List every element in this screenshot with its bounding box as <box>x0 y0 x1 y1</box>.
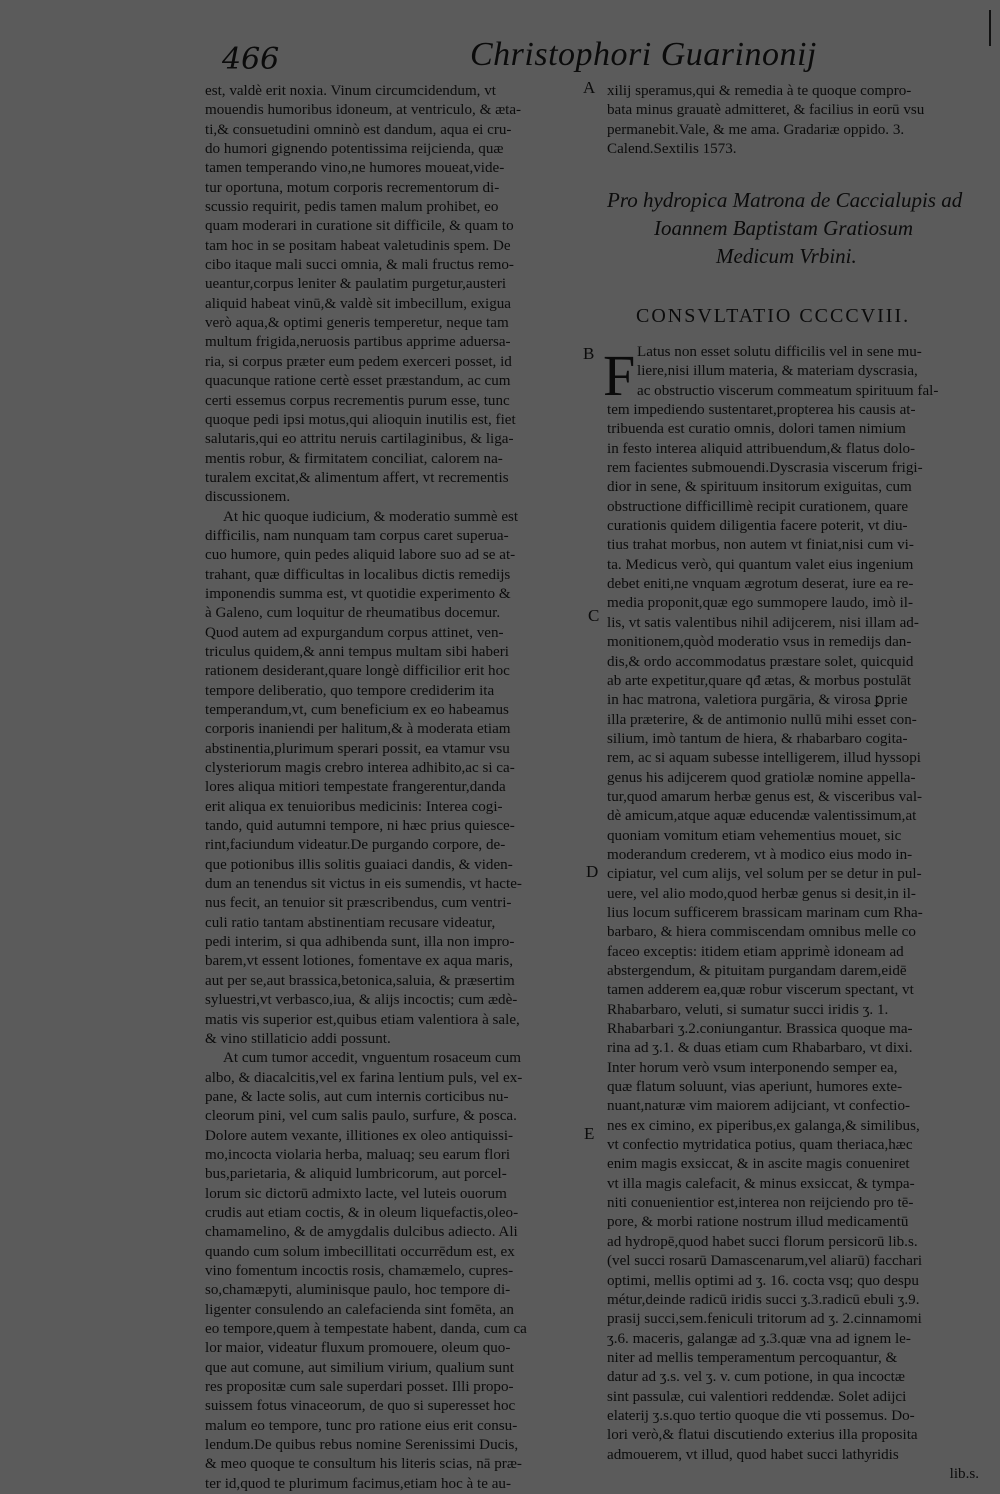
text-line: tam hoc in se positam habeat valetudinis spem. De <box>205 237 511 254</box>
text-line: clysteriorum magis crebro interea adhibito,ac si ca- <box>205 760 515 777</box>
text-line: niter ad mellis temperamentum percoquantur, & <box>607 1349 898 1366</box>
text-line: lius locum sufficerem brassicam marinam cum Rha- <box>607 904 923 921</box>
text-line: syluestri,vt verbasco,iua, & alijs incoctis; cum ædè- <box>205 992 518 1009</box>
text-line: est, valdè erit noxia. Vinum circumcidendum, vt <box>205 83 496 99</box>
text-line: vt illa magis calefacit, & minus exsiccat, & tympa- <box>607 1175 915 1192</box>
edge-rule <box>989 10 991 46</box>
text-line: in festo interea aliquid attribuendum,& flatus dolo- <box>607 440 916 457</box>
margin-marker-d: D <box>586 862 599 881</box>
text-line: nuant,naturæ vim maiorem adijciant, vt confectio- <box>607 1098 911 1115</box>
text-line: Quod autem ad expurgandum corpus attinet, ven- <box>205 624 504 641</box>
text-line: imponendis summa est, vt quotidie experimento & <box>205 585 511 602</box>
text-line: tempore deliberatio, quo tempore crediderim ita <box>205 682 495 699</box>
text-line: ligenter consulendo an calefacienda sint fomēta, an <box>205 1301 514 1318</box>
text-line: vt confectio mytridatica potius, quam theriaca,hæc <box>607 1137 913 1154</box>
text-line: salutaris,qui eo attritu neruis cartilaginibus, & liga- <box>205 431 514 448</box>
text-line: lib.s. <box>949 1465 979 1482</box>
text-line: dior in sene, & spirituum insitorum exiguitas, cum <box>607 479 912 496</box>
text-line: matis vis superior est,quibus etiam valentiora à sale, <box>205 1011 520 1028</box>
text-line: in hac matrona, valetiora purgāria, & virosa ꝑprie <box>607 692 908 709</box>
text-line: quoniam vomitum etiam vehementius mouet, sic <box>607 827 902 844</box>
text-line: erit aliqua ex tenuioribus medicinis: Interea cogi- <box>205 798 503 815</box>
text-line: xilij speramus,qui & remedia à te quoque compro- <box>607 83 912 99</box>
text-line: mentis robur, & firmitatem conciliat, calorem na- <box>205 450 503 467</box>
text-line: barbaro, & hiera commiscendam omnibus melle co <box>607 924 916 941</box>
text-line: aut per se,aut brassica,betonica,saluia, & præsertim <box>205 972 515 989</box>
text-line: pedi interim, si qua adhibenda sunt, illa non impro- <box>205 934 515 951</box>
text-line: certi essemus corpus recrementis purum esse, tunc <box>205 392 510 409</box>
text-line: At hic quoque iudicium, & moderatio summè est <box>223 508 519 525</box>
text-line: datur ad ʒ.s. vel ʒ. v. cum potione, in qua incoctæ <box>607 1369 905 1386</box>
text-line: silium, imò tantum de hiera, & rhabarbaro cogita- <box>607 730 908 747</box>
text-line: permanebit.Vale, & me ama. Gradariæ oppido. 3. <box>607 121 905 138</box>
text-line: monitionem,quòd moderatio vsus in remedijs dan- <box>607 634 912 651</box>
text-line: cipiatur, vel cum alijs, vel solum per se detur in pul- <box>607 866 922 883</box>
text-line: lorum sic dictorū admixto lacte, vel luteis ouorum <box>205 1185 507 1202</box>
text-line: rem facientes submouendi.Dyscrasia viscerum frigi- <box>607 460 923 477</box>
text-line: tamen adderem ea,quæ robur viscerum spectant, vt <box>607 982 914 999</box>
text-line: Inter horum verò vsum interponendo semper ea, <box>607 1059 898 1076</box>
text-line: genus his adijcerem quod gratiolæ nomine appella- <box>607 769 916 786</box>
consultation-title-line: Medicum Vrbini. <box>716 244 857 268</box>
text-line: lor maior, videatur fluxum promouere, oleum quo- <box>205 1340 511 1357</box>
text-line: Calend.Sextilis 1573. <box>607 141 737 158</box>
text-line: cuo humore, quin pedes aliquid labore suo ad se at- <box>205 547 516 564</box>
text-line: verò aqua,& optimi generis temperetur, neque tam <box>205 315 509 332</box>
consultation-title-line: Ioannem Baptistam Gratiosum <box>654 216 913 240</box>
running-head: Christophori Guarinonij <box>470 36 817 73</box>
text-line: ad hydropē,quod habet succi florum persicorū lib.s. <box>607 1233 918 1250</box>
left-text-column <box>205 82 577 1494</box>
text-line: tur oportuna, motum corporis recrementorum di- <box>205 179 500 196</box>
text-line: difficilis, nam nunquam tam corpus caret superua- <box>205 527 509 544</box>
text-line: rem, ac si aquam subesse intelligerem, illud hyssopi <box>607 750 921 767</box>
margin-marker-e: E <box>584 1124 595 1143</box>
text-line: crudis aut etiam coctis, & in oleum liquefactis,oleo- <box>205 1204 519 1221</box>
consultation-body <box>607 343 979 1484</box>
margin-marker-b: B <box>583 344 595 363</box>
text-line: chamamelino, & de amygdalis dulcibus adiecto. Ali <box>205 1224 518 1241</box>
text-line: abstinentia,plurimum sperari possit, ea vtamur vsu <box>205 740 510 757</box>
text-line: tribuenda est curatio omnis, dolori tamen nimium <box>607 421 906 438</box>
text-line: nes ex cimino, ex piperibus,ex galanga,& similibus, <box>607 1117 920 1134</box>
text-line: uere, vel alio modo,quod herbæ genus si desit,in il- <box>607 885 916 902</box>
text-line: eo tempore,quem à tempestate habent, danda, cum ca <box>205 1321 527 1337</box>
text-line: illa præterire, & de antimonio nullū mihi esset con- <box>607 711 917 728</box>
text-line: niti conuenientior est,interea non reijciendo pro tē- <box>607 1195 914 1212</box>
text-line: elaterij ʒ.s.quo tertio quoque die vti possemus. Do- <box>607 1407 915 1424</box>
text-line: barem,vt essent lotiones, fomentave ex aqua maris, <box>205 953 514 970</box>
text-line: media proponit,quæ ego summopere laudo, imò il- <box>607 595 914 612</box>
text-line: trahant, quæ difficultas in localibus dictis remedijs <box>205 566 511 583</box>
text-line: rint,faciundum videatur.De purgando corpore, de- <box>205 837 506 854</box>
text-line: Rhabarbaro, veluti, si sumatur succi iridis ʒ. 1. <box>607 1001 889 1018</box>
text-line: rationem desiderant,quare longè difficilior erit hoc <box>205 663 510 680</box>
text-line: quacunque ratione certè esset præstandum, ac cum <box>205 373 511 390</box>
text-line: multum frigida,neruosis partibus apprime aduersa- <box>205 334 511 351</box>
text-line: scussio requirit, pedis tamen malum prohibet, eo <box>205 199 499 216</box>
text-line: métur,deinde radicū iridis succi ʒ.3.radicū ebuli ʒ.9. <box>607 1291 920 1308</box>
text-line: ta. Medicus verò, qui quantum valet eius ingenium <box>607 556 914 573</box>
text-line: quam moderari in curatione sit difficile, & quam to <box>205 218 514 235</box>
text-line: dè amicum,atque aquæ educendæ valentissimum,at <box>607 808 917 825</box>
text-line: tando, quid autumni tempore, ni hæc prius quiesce- <box>205 818 515 835</box>
drop-cap: F <box>603 343 636 408</box>
text-line: malum eo tempore, tunc pro ratione eius erit consu- <box>205 1417 518 1434</box>
text-line: quæ flatum soluunt, vias aperiunt, humores exte- <box>607 1079 903 1096</box>
text-line: prasij succi,sem.feniculi tritorum ad ʒ. 2.cinnamomi <box>607 1311 922 1328</box>
text-line: mo,incocta violaria herba, maluaq; seu earum flori <box>205 1146 511 1163</box>
text-line: pore, & morbi ratione nostrum illud medicamentū <box>607 1214 909 1231</box>
text-line: do humori gignendo potentissima reijcienda, quæ <box>205 141 504 158</box>
text-line: mouendis humoribus idoneum, at ventriculo, & æta- <box>205 102 522 119</box>
text-line: cibo itaque mali succi omnia, & mali fructus remo- <box>205 257 514 274</box>
text-line: admouerem, vt illud, quod habet succi lathyridis <box>607 1446 899 1463</box>
text-line: suissem fotus vinaceorum, de quo si superesset hoc <box>205 1398 516 1415</box>
text-line: Dolore autem vexante, illitiones ex oleo antiquissi- <box>205 1127 514 1144</box>
text-line: quando cum solum imbecillitati occurrēdum est, ex <box>205 1243 515 1260</box>
text-line: so,chamæpyti, aluminisque paulo, hoc tempore di- <box>205 1282 511 1299</box>
text-line: curationis quidem diligentia facere poterit, vt diu- <box>607 518 908 535</box>
text-line: tem impediendo sustentaret,propterea his causis at- <box>607 402 916 419</box>
text-line: (vel succi rosarū Damascenarum,vel aliarū) facchari <box>607 1253 923 1270</box>
text-line: bata minus grauatè admitteret, & facilius in eorū vsu <box>607 102 925 119</box>
text-line: triculus quidem,& anni tempus multam sibi haberi <box>205 643 509 660</box>
text-line: Rhabarbari ʒ.2.coniungantur. Brassica quoque ma- <box>607 1021 913 1038</box>
text-line: ria, si corpus præter eum pedem exerceri posset, id <box>205 353 512 370</box>
text-line: bus,parietaria, & aliquid lumbricorum, aut porcel- <box>205 1166 507 1183</box>
text-line: enim magis exsiccat, & in ascite magis conueniret <box>607 1156 910 1173</box>
text-line: albo, & diacalcitis,vel ex farina lentium puls, vel ex- <box>205 1069 523 1086</box>
text-line: ueantur,corpus leniter & paulatim purgetur,austeri <box>205 276 507 293</box>
text-line: & meo quoque te consultum his literis scias, nā præ- <box>205 1456 522 1473</box>
text-line: lores aliqua mitiori tempestate frangerentur,danda <box>205 779 506 796</box>
text-line: à Galeno, cum loquitur de rheumatibus docemur. <box>205 605 501 622</box>
text-line: lis, vt satis valentibus nihil adijcerem, nisi illam ad- <box>607 614 919 631</box>
text-line: ti,& consuetudini omninò est dandum, aqua ei cru- <box>205 121 512 138</box>
text-line: cleorum pini, vel cum salis paulo, surfure, & posca. <box>205 1108 517 1125</box>
text-line: At cum tumor accedit, vnguentum rosaceum cum <box>223 1050 522 1067</box>
margin-marker-c: C <box>588 606 600 625</box>
text-line: moderandum crederem, vt à modico eius modo in- <box>607 846 913 863</box>
text-line: ter id,quod te plurimum facimus,etiam hoc à te au- <box>205 1475 511 1492</box>
text-line: tamen temperando vino,ne humores moueat,vide- <box>205 160 505 177</box>
text-line: debet eniti,ne vnquam ægrotum deserat, iure ea re- <box>607 576 914 593</box>
text-line: culi ratio tantam abstinentiam recusare videatur, <box>205 914 496 931</box>
letter-closing <box>607 82 979 159</box>
text-line: & vino stillaticio addi possunt. <box>205 1030 391 1047</box>
text-line: vino fomentum incoctis rosis, chamæmelo, cupres- <box>205 1262 514 1279</box>
text-line: ʒ.6. maceris, galangæ ad ʒ.3.quæ vna ad ignem le- <box>607 1330 911 1347</box>
text-line: que potionibus illis solitis guaiaci dandis, & viden- <box>205 856 513 873</box>
text-line: Latus non esset solutu difficilis vel in sene mu- <box>637 344 922 360</box>
text-line: ab arte expetitur,quare qđ ætas, & morbus postulāt <box>607 672 912 689</box>
text-line: aliquid habeat vinū,& valdè sit imbecillum, exigua <box>205 295 511 312</box>
text-line: lori verò,& flatui discutiendo exterius illa proposita <box>607 1427 918 1444</box>
text-line: optimi, mellis optimi ad ʒ. 16. cocta vsq; quo despu <box>607 1272 919 1289</box>
consultation-heading: CONSVLTATIO CCCCVIII. <box>636 305 911 327</box>
text-line: temperandum,vt, cum beneficium ex eo habeamus <box>205 702 509 718</box>
margin-marker-a: A <box>583 78 596 97</box>
text-line: res propositæ cum sale superdari posset. Illi propo- <box>205 1379 514 1396</box>
text-line: abstergendum, & pituitam purgandam darem,eidē <box>607 963 907 979</box>
text-line: sint passulæ, cui valentiori reddendæ. Solet adijci <box>607 1388 907 1405</box>
text-line: nus fecit, an tenuior sit præscribendus, cum ventri- <box>205 895 512 912</box>
consultation-title-line: Pro hydropica Matrona de Caccialupis ad <box>607 188 963 212</box>
text-line: ac obstructio viscerum commeatum spirituum fal- <box>637 382 939 399</box>
text-line: dis,& ordo accommodatus præstare solet, quicquid <box>607 653 914 670</box>
text-line: tur,quod amarum herbæ genus est, & visceribus val- <box>607 788 923 805</box>
text-line: turalem excitat,& alimentum affert, vt recrementis <box>205 469 509 486</box>
text-line: faceo exceptis: itidem etiam apprimè idoneam ad <box>607 943 904 960</box>
text-line: obstructione difficillimè recipit curationem, quare <box>607 498 909 515</box>
text-line: rina ad ʒ.1. & duas etiam cum Rhabarbaro, vt dixi. <box>607 1040 913 1057</box>
text-line: corporis inaniendi per halitum,& à moderata etiam <box>205 721 511 738</box>
text-line: discussionem. <box>205 489 291 506</box>
text-line: tius trahat morbus, non autem vt finiat,nisi cum vi- <box>607 537 914 554</box>
text-line: quoque pedi ipsi motus,qui alioquin inutilis est, fiet <box>205 411 516 428</box>
text-line: que aut comune, aut similium virium, qualium sunt <box>205 1359 514 1376</box>
text-line: liere,nisi illum materia, & materiam dyscrasia, <box>637 363 918 380</box>
page-number: 466 <box>222 42 280 77</box>
text-line: pane, & lacte solis, aut cum internis corticibus nu- <box>205 1088 509 1105</box>
text-line: dum an tenendus sit victus in eis sumendis, vt hacte- <box>205 876 522 893</box>
text-line: lendum.De quibus rebus nomine Serenissimi Ducis, <box>205 1437 519 1454</box>
